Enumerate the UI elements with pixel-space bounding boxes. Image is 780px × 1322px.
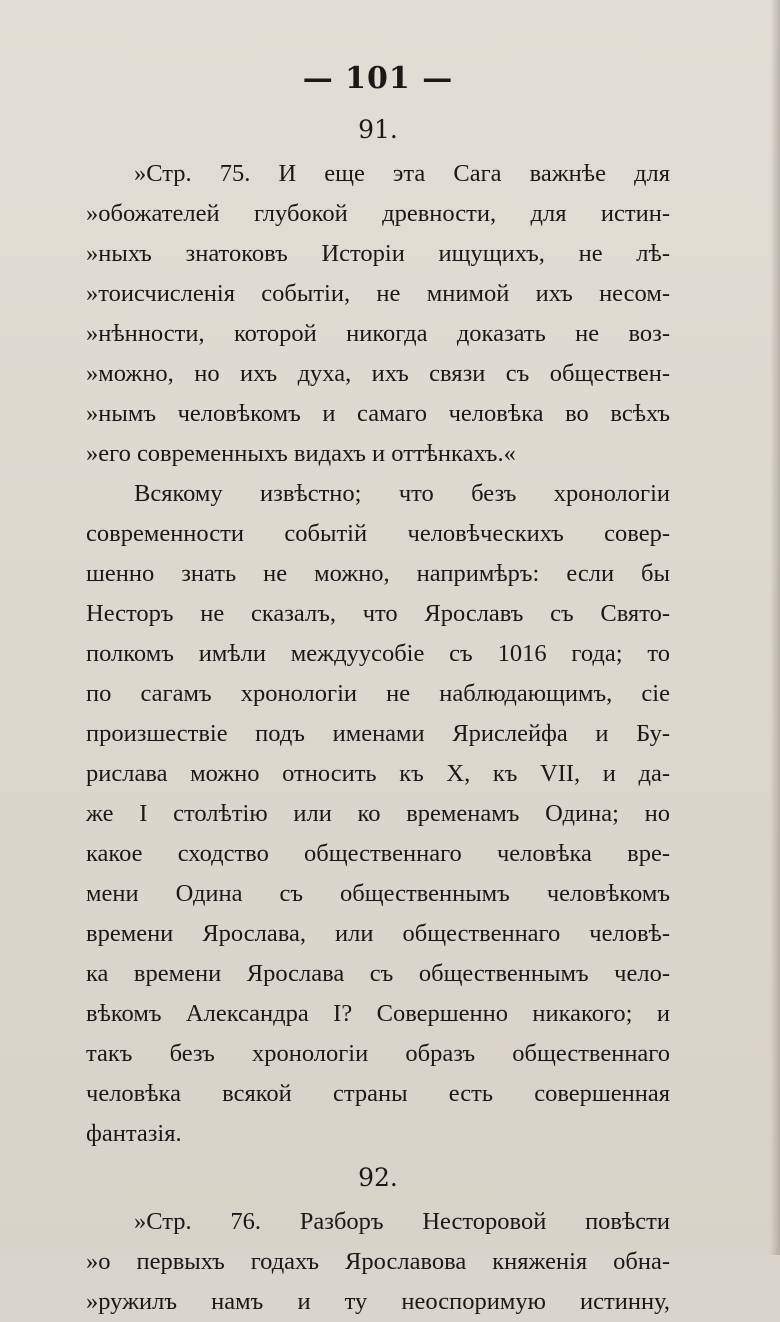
text-line: »нѣнности, которой никогда доказать не воз-	[86, 320, 670, 347]
text-line: по сагамъ хронологіи не наблюдающимъ, сіе	[86, 680, 670, 707]
text-line: »Стр. 75. И еще эта Сага важнѣе для	[134, 160, 670, 187]
section-number: 91.	[358, 115, 398, 144]
text-line: какое сходство общественнаго человѣка вре-	[86, 840, 670, 867]
text-line: полкомъ имѣли междуусобіе съ 1016 года; то	[86, 640, 670, 667]
text-line: »Стр. 76. Разборъ Несторовой повѣсти	[134, 1208, 670, 1235]
section-number: 92.	[358, 1163, 398, 1192]
text-line: »ныхъ знатоковъ Исторіи ищущихъ, не лѣ-	[86, 240, 670, 267]
text-line: »его современныхъ видахъ и оттѣнкахъ.«	[86, 440, 516, 467]
text-line: »нымъ человѣкомъ и самаго человѣка во всѣхъ	[86, 400, 670, 427]
text-line: фантазія.	[86, 1120, 182, 1147]
text-line: »ружилъ намъ и ту неоспоримую истинну,	[86, 1288, 670, 1315]
text-line: же I столѣтію или ко временамъ Одина; но	[86, 800, 670, 827]
page-header: — 101 —	[302, 61, 454, 96]
text-line: »о первыхъ годахъ Ярославова княженія обна-	[86, 1248, 670, 1275]
text-line: мени Одина съ общественнымъ человѣкомъ	[86, 880, 670, 907]
text-line: человѣка всякой страны есть совершенная	[86, 1080, 670, 1107]
text-line: ка времени Ярослава съ общественнымъ чело-	[86, 960, 670, 987]
text-line: вѣкомъ Александра I? Совершенно никакого; и	[86, 1000, 670, 1027]
paragraph	[86, 474, 670, 1154]
text-line: шенно знать не можно, напримѣръ: если бы	[86, 560, 670, 587]
text-line: современности событій человѣческихъ совер-	[86, 520, 670, 547]
text-line: рислава можно относить къ X, къ VII, и да-	[86, 760, 670, 787]
text-line: Всякому извѣстно; что безъ хронологіи	[134, 480, 670, 507]
text-line: »тоисчисленія событіи, не мнимой ихъ несом-	[86, 280, 670, 307]
page-edge-shadow	[770, 0, 780, 1255]
text-line: произшествіе подъ именами Ярислейфа и Бу-	[86, 720, 670, 747]
text-line: »обожателей глубокой древности, для истин-	[86, 200, 670, 227]
paragraph	[86, 1202, 670, 1322]
text-line: времени Ярослава, или общественнаго человѣ-	[86, 920, 670, 947]
text-line: »можно, но ихъ духа, ихъ связи съ обществен-	[86, 360, 670, 387]
text-line: такъ безъ хронологіи образъ общественнаго	[86, 1040, 670, 1067]
page-text	[86, 52, 670, 1322]
paragraph	[86, 154, 670, 474]
text-line: Несторъ не сказалъ, что Ярославъ съ Свято-	[86, 600, 670, 627]
